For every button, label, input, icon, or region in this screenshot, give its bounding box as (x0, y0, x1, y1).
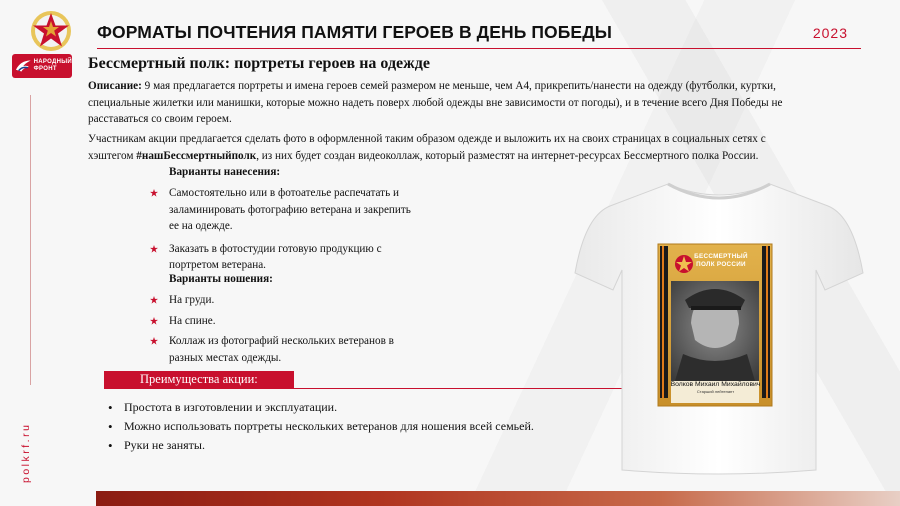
tshirt-image (573, 178, 865, 476)
wearing-title: Варианты ношения: (169, 273, 273, 285)
list-item: • Можно использовать портреты нескольких ветеранов для ношения всей семьей. (108, 417, 534, 436)
participants-paragraph (88, 131, 788, 164)
bottom-decor-bar (96, 491, 900, 506)
list-item (150, 333, 420, 366)
bird-icon (15, 58, 32, 74)
application-title: Варианты нанесения: (169, 166, 281, 178)
portrait-header-line1: БЕССМЕРТНЫЙ (694, 253, 748, 260)
list-item (150, 185, 420, 235)
logo-line1: НАРОДНЫЙ (33, 59, 72, 65)
year-label: 2023 (812, 25, 848, 41)
slide-subtitle: Бессмертный полк: портреты героев на одежде (88, 55, 430, 72)
star-bullet-icon (150, 337, 158, 345)
description-paragraph (88, 78, 788, 128)
wearing-item-text: Коллаж из фотографий нескольких ветеранов в разных местах одежды. (169, 335, 394, 364)
star-bullet-icon (150, 317, 158, 325)
portrait-header (690, 253, 752, 268)
list-item: • Простота в изготовлении и эксплуатации. (108, 398, 534, 417)
portrait-name: Волков Михаил Михайлович (670, 381, 761, 388)
portrait-caption (668, 381, 763, 394)
advantages-title: Преимущества акции: (140, 372, 258, 386)
side-divider (30, 95, 31, 385)
p2-before: Участникам акции предлагается сделать фото в оформленной таким образом одежде и выложить их на своих страницах в социальных сетях с хэштегом (88, 133, 766, 162)
application-item-text: Самостоятельно или в фотоателье распечатать и заламинировать фотографию ветерана и закрепить ее на одежде. (169, 187, 411, 232)
list-item: • Руки не заняты. (108, 436, 534, 455)
red-star-emblem-icon (30, 10, 72, 52)
application-list (150, 185, 420, 274)
portrait-rank: Старший лейтенант (696, 389, 735, 394)
wearing-item-text: На груди. (169, 294, 215, 306)
narodny-front-logo (12, 54, 72, 78)
logo-text (34, 59, 72, 73)
hashtag: #нашБессмертныйполк (136, 149, 257, 162)
advantages-bar (104, 371, 294, 389)
advantages-list (108, 398, 534, 455)
wearing-list (150, 292, 420, 366)
wearing-item-text: На спине. (169, 314, 216, 327)
list-item (150, 241, 420, 274)
application-item-text: Заказать в фотостудии готовую продукцию с портретом ветерана. (169, 242, 382, 271)
star-bullet-icon (150, 245, 158, 253)
logo-line2: ФРОНТ (33, 66, 57, 72)
description-text: 9 мая предлагается портреты и имена героев семей размером не меньше, чем А4, прикрепить/нанести на одежду (футболки, куртки, специальные жилетки или манишки, которые можно надеть поверх любой одежды вне зависимости от погоды), и в течение всего Дня Победы не расставаться со своим героем. (88, 80, 783, 125)
p2-after: , из них будет создан видеоколлаж, который разместят на интернет-ресурсах Бессмертного полка России. (256, 149, 759, 162)
page-title: ФОРМАТЫ ПОЧТЕНИЯ ПАМЯТИ ГЕРОЕВ В ДЕНЬ ПОБЕДЫ (97, 22, 613, 42)
star-bullet-icon (150, 296, 158, 304)
title-divider (97, 48, 861, 49)
side-url: polkrf.ru (20, 422, 32, 483)
star-bullet-icon (150, 189, 158, 197)
list-item (150, 313, 420, 330)
description-label: Описание: (88, 80, 142, 92)
list-item (150, 292, 420, 309)
portrait-header-line2: ПОЛК РОССИИ (696, 260, 746, 268)
